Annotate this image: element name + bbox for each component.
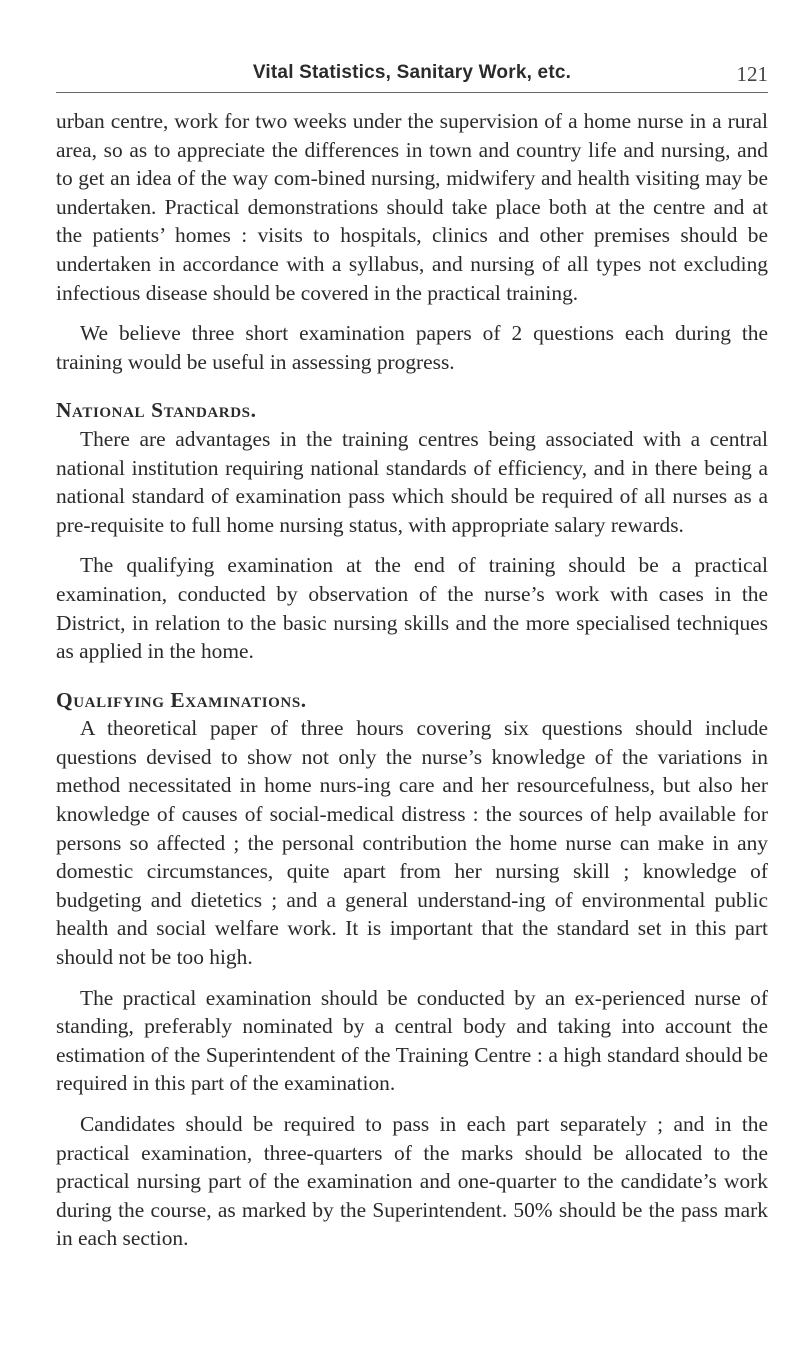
body-text xyxy=(56,107,768,1253)
paragraph-continuation: urban centre, work for two weeks under the supervision of a home nurse in a rural area, so as to appreciate the differences in town and country life and nursing, and to get an idea of the way com-bined nursing, midwifery and health visiting may be undertaken. Practical demonstrations should take place both at the centre and at the patients’ homes : visits to hospitals, clinics and other premises should be undertaken in accordance with a syllabus, and nursing of all types not excluding infectious disease should be covered in the practical training. xyxy=(56,109,768,305)
paragraph-national-standards: There are advantages in the training centres being associated with a central national institution requiring national standards of efficiency, and in there being a national standard of examination pass which should be required of all nurses as a pre-requisite to full home nursing status, with appropriate salary rewards. xyxy=(56,426,768,537)
paragraph-practical-examination: The practical examination should be conducted by an ex-perienced nurse of standing, preferably nominated by a central body and taking into account the estimation of the Superintendent of the Training Centre : a high standard should be required in this part of the examination. xyxy=(56,985,768,1096)
header-rule xyxy=(56,92,768,93)
paragraph-theoretical-paper: A theoretical paper of three hours covering six questions should include questions devised to show not only the nurse’s knowledge of the variations in method necessitated in home nurs-ing care and her resourcefulness, but also her knowledge of causes of social-medical distress : the sources of help available for persons so affected ; the personal contribution the home nurse can make in any domestic circumstances, quite apart from her nursing skill ; knowledge of budgeting and dietetics ; and a general understand-ing of environmental public health and social welfare work. It is important that the standard set in this part should not be too high. xyxy=(56,716,768,970)
paragraph-qualifying-practical: The qualifying examination at the end of training should be a practical examination, conducted by observation of the nurse’s work with cases in the District, in relation to the basic nursing skills and the more specialised techniques as applied in the home. xyxy=(56,553,768,664)
section-heading-national-standards: National Standards. xyxy=(56,398,257,423)
running-header xyxy=(56,62,768,96)
page-number: 121 xyxy=(736,62,768,86)
document-page xyxy=(56,62,768,1253)
paragraph-examination-papers: We believe three short examination papers of 2 questions each during the training would be useful in assessing progress. xyxy=(56,321,768,374)
section-heading-qualifying-examinations: Qualifying Examinations. xyxy=(56,687,307,712)
running-title: Vital Statistics, Sanitary Work, etc. xyxy=(252,62,572,83)
paragraph-pass-requirements: Candidates should be required to pass in each part separately ; and in the practical examination, three-quarters of the marks should be allocated to the practical nursing part of the examination and one-quarter to the candidate’s work during the course, as marked by the Superintendent. 50% should be the pass mark in each section. xyxy=(56,1112,768,1251)
